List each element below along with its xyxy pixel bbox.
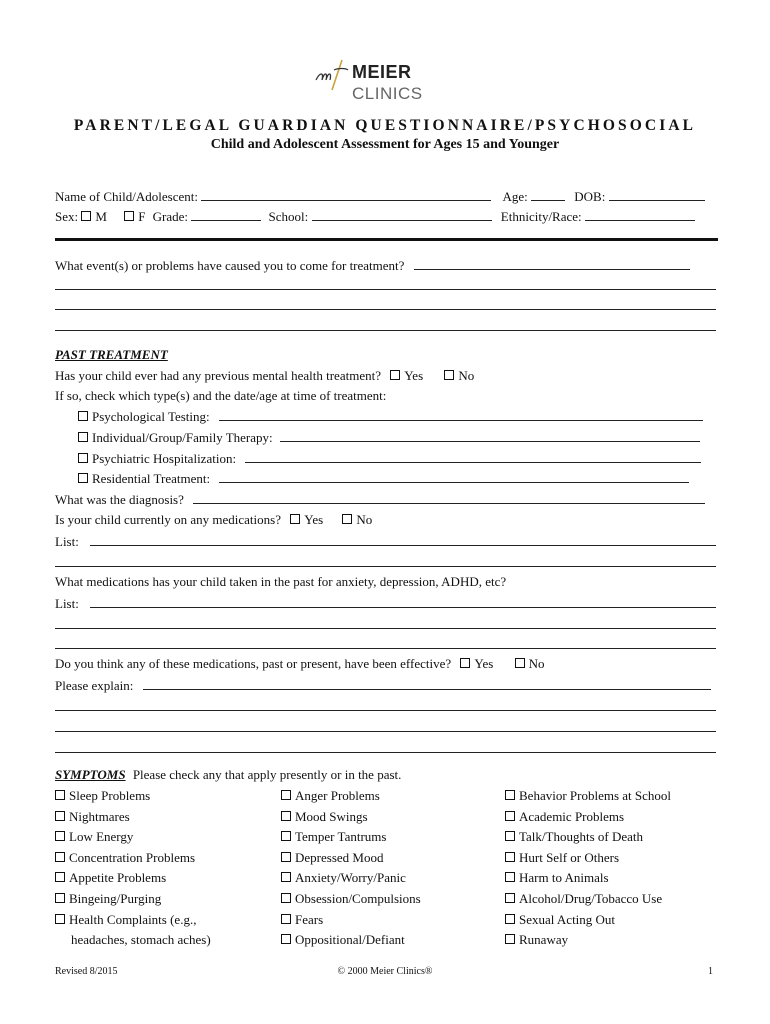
symptom-item — [55, 912, 196, 928]
past-meds-list-line[interactable] — [55, 628, 716, 629]
symptom-item — [505, 809, 624, 825]
symptom-item — [281, 932, 405, 948]
current-meds-row — [55, 512, 372, 528]
symptom-label: Depressed Mood — [295, 849, 384, 865]
symptom-checkbox[interactable] — [505, 790, 515, 800]
page-subtitle: Child and Adolescent Assessment for Ages 15 and Younger — [210, 137, 560, 152]
symptom-checkbox[interactable] — [505, 872, 515, 882]
sex-label: Sex: — [55, 209, 79, 224]
symptoms-header-row — [55, 767, 401, 783]
explain-line[interactable] — [55, 710, 716, 711]
sex-male-label: M — [95, 209, 107, 224]
effective-yes-checkbox[interactable] — [460, 658, 470, 668]
symptom-item — [55, 809, 130, 825]
symptom-checkbox[interactable] — [55, 831, 65, 841]
symptom-item — [281, 788, 380, 804]
ethnicity-field[interactable] — [585, 208, 695, 221]
current-meds-list-row — [55, 533, 716, 550]
symptom-item — [505, 870, 609, 886]
symptoms-heading: SYMPTOMS — [55, 767, 126, 782]
past-treatment-heading: PAST TREATMENT — [55, 347, 168, 362]
effective-no-checkbox[interactable] — [515, 658, 525, 668]
school-label: School: — [268, 209, 309, 224]
diagnosis-question: What was the diagnosis? — [55, 492, 184, 507]
symptom-label: Concentration Problems — [69, 849, 196, 865]
dob-label: DOB: — [574, 189, 606, 204]
symptom-label: Nightmares — [69, 808, 130, 824]
previous-treatment-yes-label: Yes — [404, 368, 424, 383]
hospitalization-checkbox[interactable] — [78, 453, 88, 463]
events-question-row — [55, 257, 690, 274]
current-meds-no-label: No — [356, 512, 373, 527]
symptom-checkbox[interactable] — [505, 831, 515, 841]
page-title: PARENT/LEGAL GUARDIAN QUESTIONNAIRE/PSYCHOSOCIAL — [73, 117, 697, 134]
grade-label: Grade: — [152, 209, 189, 224]
symptom-item — [55, 850, 195, 866]
past-meds-question: What medications has your child taken in the past for anxiety, depression, ADHD, etc? — [55, 574, 507, 589]
symptom-label: Health Complaints (e.g., — [69, 911, 197, 927]
hospitalization-label: Psychiatric Hospitalization: — [92, 451, 237, 466]
past-meds-list-line[interactable] — [55, 648, 716, 649]
past-meds-list-label: List: — [55, 596, 79, 611]
symptom-checkbox[interactable] — [55, 872, 65, 882]
symptom-label: Behavior Problems at School — [519, 788, 672, 803]
symptom-checkbox[interactable] — [505, 914, 515, 924]
symptoms-instruction: Please check any that apply presently or in the past. — [132, 767, 402, 782]
symptom-item — [55, 870, 166, 886]
symptom-item — [505, 891, 662, 907]
explain-line[interactable] — [55, 752, 716, 753]
symptom-checkbox[interactable] — [55, 790, 65, 800]
symptom-item — [281, 809, 368, 825]
symptom-checkbox[interactable] — [55, 914, 65, 924]
symptom-item — [505, 932, 568, 948]
demographics-row-2 — [55, 208, 695, 225]
symptom-checkbox[interactable] — [281, 934, 291, 944]
symptom-continuation: headaches, stomach aches) — [71, 932, 211, 947]
symptom-item — [281, 891, 421, 907]
events-answer-line[interactable] — [55, 309, 716, 310]
symptom-label: Temper Tantrums — [295, 829, 387, 845]
symptom-checkbox[interactable] — [281, 914, 291, 924]
symptom-label: Anger Problems — [295, 788, 380, 803]
current-meds-list-field[interactable] — [90, 533, 716, 546]
previous-treatment-question: Has your child ever had any previous mental health treatment? — [55, 368, 381, 383]
diagnosis-field[interactable] — [193, 491, 705, 504]
events-answer-line[interactable] — [55, 330, 716, 331]
sex-male-checkbox[interactable] — [81, 211, 91, 221]
meier-clinics-logo — [312, 58, 472, 103]
section-divider — [55, 238, 718, 241]
symptom-label: Mood Swings — [295, 808, 368, 824]
current-meds-yes-label: Yes — [304, 512, 324, 527]
sex-female-label: F — [138, 209, 146, 224]
events-answer-line[interactable] — [55, 289, 716, 290]
psychological-testing-field[interactable] — [219, 408, 703, 421]
symptom-item — [505, 788, 671, 804]
psychological-testing-checkbox[interactable] — [78, 411, 88, 421]
treatment-type-row — [78, 429, 700, 446]
treatment-types-question: If so, check which type(s) and the date/age at time of treatment: — [55, 388, 387, 403]
effective-yes-label: Yes — [474, 656, 494, 671]
name-label: Name of Child/Adolescent: — [55, 189, 198, 204]
symptom-checkbox[interactable] — [281, 872, 291, 882]
past-meds-list-field[interactable] — [90, 595, 716, 608]
symptom-checkbox[interactable] — [55, 893, 65, 903]
effective-question: Do you think any of these medications, past or present, have been effective? — [55, 656, 452, 671]
symptom-label: Talk/Thoughts of Death — [519, 829, 644, 845]
symptom-item — [55, 788, 150, 804]
name-field[interactable] — [201, 188, 491, 201]
previous-treatment-row — [55, 368, 474, 384]
sex-female-checkbox[interactable] — [124, 211, 134, 221]
treatment-type-row — [78, 450, 701, 467]
symptom-checkbox[interactable] — [55, 811, 65, 821]
symptom-item — [281, 912, 323, 928]
events-question: What event(s) or problems have caused you to come for treatment? — [55, 258, 405, 273]
therapy-checkbox[interactable] — [78, 432, 88, 442]
logo-wordmark: MEIER CLINICS — [352, 62, 423, 103]
therapy-field[interactable] — [280, 429, 700, 442]
symptom-item — [55, 829, 133, 845]
ethnicity-label: Ethnicity/Race: — [500, 209, 582, 224]
demographics-row-1 — [55, 188, 705, 205]
symptom-item — [281, 850, 383, 866]
logo-mark-icon — [312, 58, 352, 92]
symptom-checkbox[interactable] — [281, 790, 291, 800]
symptom-label: Harm to Animals — [519, 870, 609, 886]
previous-treatment-yes-checkbox[interactable] — [390, 370, 400, 380]
symptom-label: Hurt Self or Others — [519, 849, 620, 865]
symptom-label: Anxiety/Worry/Panic — [295, 870, 406, 886]
explain-field[interactable] — [143, 677, 711, 690]
symptom-label: Sleep Problems — [69, 788, 151, 803]
current-meds-no-checkbox[interactable] — [342, 514, 352, 524]
symptom-checkbox[interactable] — [55, 852, 65, 862]
symptom-item — [281, 829, 386, 845]
therapy-label: Individual/Group/Family Therapy: — [92, 430, 273, 445]
symptom-label: Runaway — [519, 932, 569, 948]
effective-row — [55, 656, 544, 672]
age-field[interactable] — [531, 188, 565, 201]
residential-checkbox[interactable] — [78, 473, 88, 483]
symptom-label: Obsession/Compulsions — [295, 891, 421, 906]
age-label: Age: — [502, 189, 528, 204]
symptom-label: Bingeing/Purging — [69, 891, 162, 906]
symptom-item — [505, 912, 615, 928]
past-meds-list-row — [55, 595, 716, 612]
symptom-item — [281, 870, 406, 886]
current-meds-question: Is your child currently on any medications? — [55, 512, 281, 527]
symptom-label: Sexual Acting Out — [519, 911, 616, 927]
current-meds-yes-checkbox[interactable] — [290, 514, 300, 524]
symptom-checkbox[interactable] — [281, 811, 291, 821]
symptom-checkbox[interactable] — [505, 893, 515, 903]
grade-field[interactable] — [191, 208, 261, 221]
symptom-checkbox[interactable] — [281, 831, 291, 841]
explain-row — [55, 677, 711, 694]
school-field[interactable] — [312, 208, 492, 221]
residential-field[interactable] — [219, 470, 689, 483]
symptom-checkbox[interactable] — [281, 893, 291, 903]
explain-line[interactable] — [55, 731, 716, 732]
current-meds-list-label: List: — [55, 534, 79, 549]
symptom-label: Fears — [295, 911, 324, 927]
previous-treatment-no-checkbox[interactable] — [444, 370, 454, 380]
symptom-checkbox[interactable] — [505, 852, 515, 862]
explain-label: Please explain: — [55, 678, 134, 693]
events-answer-field[interactable] — [414, 257, 690, 270]
symptom-checkbox[interactable] — [505, 934, 515, 944]
symptom-label: Low Energy — [69, 829, 134, 845]
footer-page-number: 1 — [708, 966, 713, 977]
symptom-label: Oppositional/Defiant — [295, 932, 405, 948]
footer-revised: Revised 8/2015 — [55, 966, 118, 977]
symptom-label: Academic Problems — [519, 808, 625, 824]
symptom-checkbox[interactable] — [281, 852, 291, 862]
effective-no-label: No — [528, 656, 545, 671]
symptom-label: Alcohol/Drug/Tobacco Use — [519, 891, 663, 906]
footer-copyright: © 2000 Meier Clinics® — [337, 966, 433, 977]
symptom-item — [55, 891, 161, 907]
previous-treatment-no-label: No — [458, 368, 475, 383]
diagnosis-row — [55, 491, 705, 508]
symptom-item — [505, 850, 619, 866]
hospitalization-field[interactable] — [245, 450, 701, 463]
symptom-item — [505, 829, 643, 845]
symptom-checkbox[interactable] — [505, 811, 515, 821]
treatment-type-row — [78, 470, 689, 487]
residential-label: Residential Treatment: — [92, 471, 211, 486]
dob-field[interactable] — [609, 188, 705, 201]
psychological-testing-label: Psychological Testing: — [92, 409, 210, 424]
symptom-label: Appetite Problems — [69, 870, 167, 886]
treatment-type-row — [78, 408, 703, 425]
current-meds-list-line[interactable] — [55, 566, 716, 567]
